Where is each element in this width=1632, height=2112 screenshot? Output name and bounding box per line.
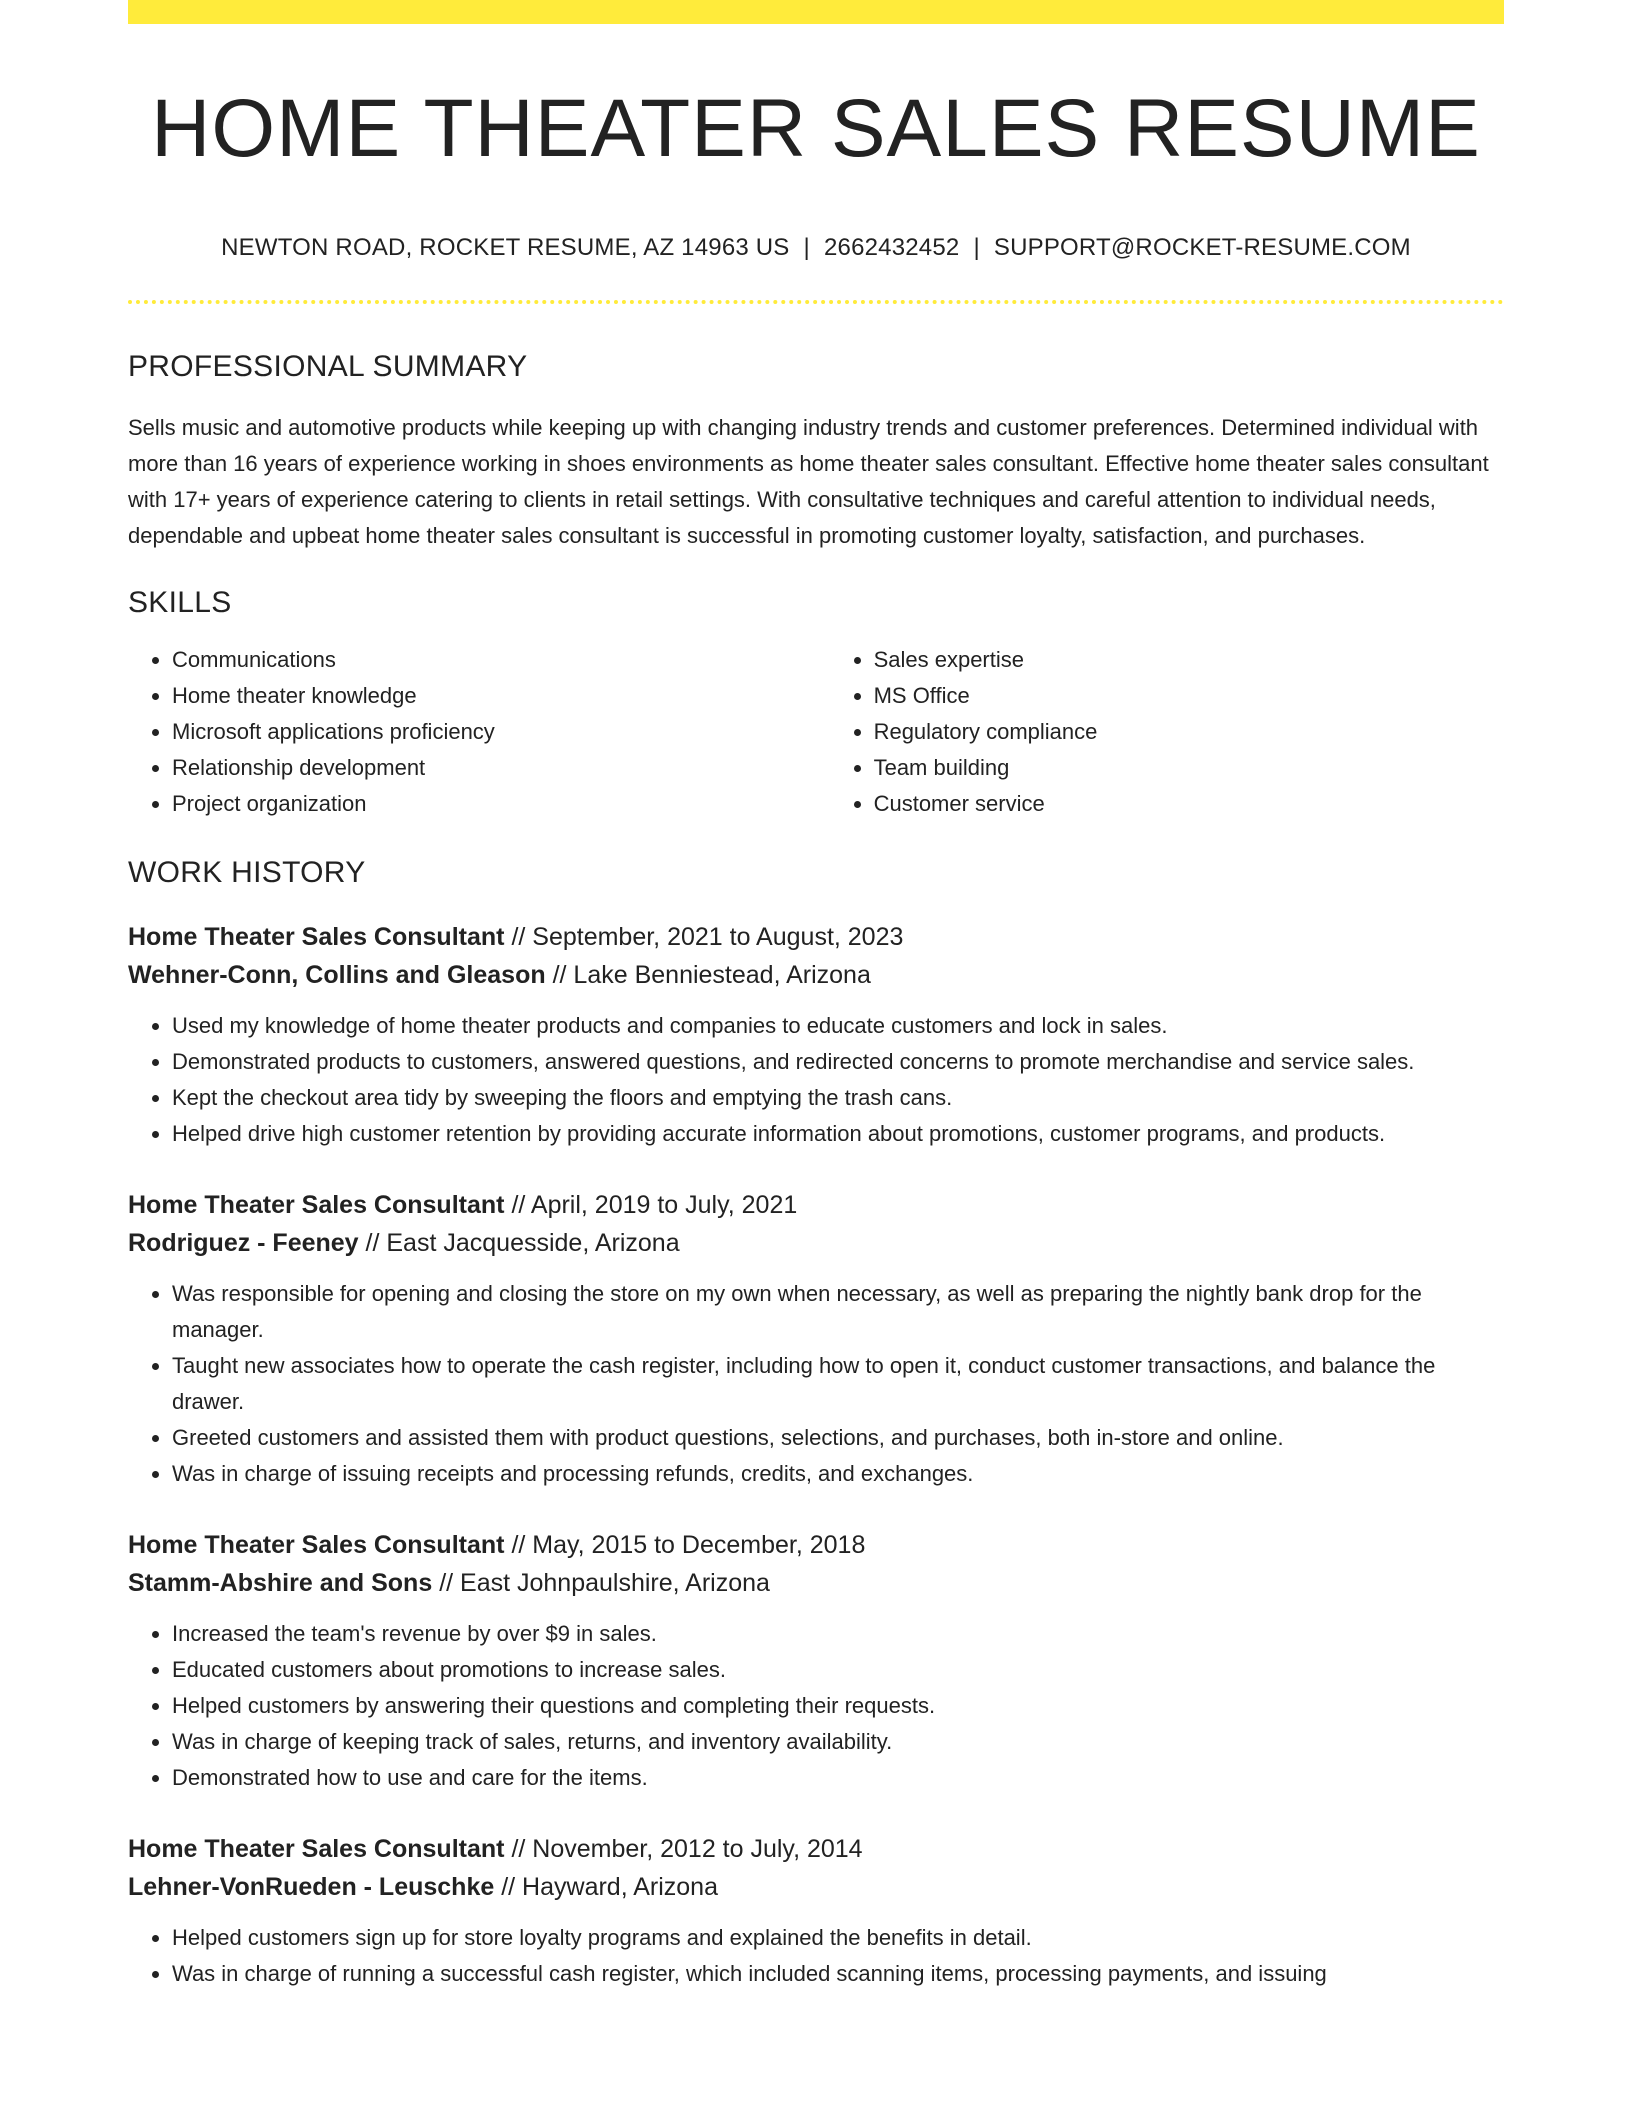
job-title: Home Theater Sales Consultant bbox=[128, 923, 505, 952]
accent-top-bar bbox=[128, 0, 1504, 24]
dotted-divider bbox=[128, 300, 1504, 304]
job-title-line bbox=[128, 1830, 1504, 1868]
skill-item: • Customer service bbox=[874, 786, 1504, 822]
job-company-line bbox=[128, 1868, 1504, 1906]
skill-item: • Project organization bbox=[172, 786, 830, 822]
summary-text: Sells music and automotive products while keeping up with changing industry trends and customer preferences. Determined individual with more than 16 years of experience working in shoes environments as home theater sales consultant. Effective home theater sales consultant with 17+ years of experience catering to clients in retail settings. With consultative techniques and careful attention to individual needs, dependable and upbeat home theater sales consultant is successful in promoting customer loyalty, satisfaction, and purchases. bbox=[128, 415, 1489, 549]
summary-heading: PROFESSIONAL SUMMARY bbox=[128, 350, 528, 384]
job-company: Lehner-VonRueden - Leuschke bbox=[128, 1873, 495, 1902]
skills-column-left bbox=[128, 642, 830, 822]
job-bullets bbox=[128, 1920, 1504, 1992]
job-bullet: • Greeted customers and assisted them with product questions, selections, and purchases, both in-store and online. bbox=[172, 1420, 1504, 1456]
contact-line bbox=[128, 234, 1504, 262]
job-title: Home Theater Sales Consultant bbox=[128, 1531, 505, 1560]
job-bullet: • Demonstrated products to customers, answered questions, and redirected concerns to promote merchandise and service sales. bbox=[172, 1044, 1504, 1080]
job-entry bbox=[128, 1526, 1504, 1796]
job-bullet: • Used my knowledge of home theater products and companies to educate customers and lock in sales. bbox=[172, 1008, 1504, 1044]
resume-title: HOME THEATER SALES RESUME bbox=[151, 83, 1481, 174]
job-bullets bbox=[128, 1616, 1504, 1796]
contact-address: NEWTON ROAD, ROCKET RESUME, AZ 14963 US bbox=[221, 234, 790, 262]
job-bullet: • Demonstrated how to use and care for the items. bbox=[172, 1760, 1504, 1796]
job-dates: // November, 2012 to July, 2014 bbox=[511, 1835, 863, 1864]
job-dates: // September, 2021 to August, 2023 bbox=[511, 923, 904, 952]
work-history-heading: WORK HISTORY bbox=[128, 856, 366, 890]
skills-heading: SKILLS bbox=[128, 586, 232, 620]
job-bullets bbox=[128, 1276, 1504, 1492]
job-entry bbox=[128, 1186, 1504, 1492]
job-bullet: • Helped customers sign up for store loyalty programs and explained the benefits in detail. bbox=[172, 1920, 1504, 1956]
job-location: // Lake Benniestead, Arizona bbox=[552, 961, 871, 990]
job-bullet: • Helped drive high customer retention by providing accurate information about promotions, customer programs, and products. bbox=[172, 1116, 1504, 1152]
skill-item: • Microsoft applications proficiency bbox=[172, 714, 830, 750]
job-title-line bbox=[128, 1186, 1504, 1224]
job-entry bbox=[128, 1830, 1504, 1992]
job-bullet: • Was in charge of issuing receipts and processing refunds, credits, and exchanges. bbox=[172, 1456, 1504, 1492]
skills-column-right bbox=[830, 642, 1504, 822]
resume-page bbox=[128, 0, 1504, 1992]
skill-item: • Sales expertise bbox=[874, 642, 1504, 678]
job-company: Rodriguez - Feeney bbox=[128, 1229, 359, 1258]
job-bullet: • Helped customers by answering their questions and completing their requests. bbox=[172, 1688, 1504, 1724]
skill-item: • MS Office bbox=[874, 678, 1504, 714]
skills-list bbox=[128, 642, 1504, 822]
job-dates: // May, 2015 to December, 2018 bbox=[511, 1531, 866, 1560]
job-bullet: • Educated customers about promotions to increase sales. bbox=[172, 1652, 1504, 1688]
job-company-line bbox=[128, 1224, 1504, 1262]
job-bullet: • Was in charge of keeping track of sales, returns, and inventory availability. bbox=[172, 1724, 1504, 1760]
job-bullet: • Was in charge of running a successful cash register, which included scanning items, processing payments, and issuing bbox=[172, 1956, 1504, 1992]
job-bullets bbox=[128, 1008, 1504, 1152]
job-dates: // April, 2019 to July, 2021 bbox=[511, 1191, 798, 1220]
skill-item: • Relationship development bbox=[172, 750, 830, 786]
contact-email: SUPPORT@ROCKET-RESUME.COM bbox=[993, 234, 1411, 262]
contact-separator: | bbox=[973, 234, 980, 262]
contact-phone: 2662432452 bbox=[823, 234, 960, 262]
skill-item: • Team building bbox=[874, 750, 1504, 786]
job-title: Home Theater Sales Consultant bbox=[128, 1835, 505, 1864]
job-company-line bbox=[128, 956, 1504, 994]
job-bullet: • Was responsible for opening and closing the store on my own when necessary, as well as preparing the nightly bank drop for the manager. bbox=[172, 1276, 1504, 1348]
skill-item: • Regulatory compliance bbox=[874, 714, 1504, 750]
job-location: // East Jacquesside, Arizona bbox=[365, 1229, 680, 1258]
skill-item: • Communications bbox=[172, 642, 830, 678]
job-bullet: • Kept the checkout area tidy by sweeping the floors and emptying the trash cans. bbox=[172, 1080, 1504, 1116]
contact-separator: | bbox=[803, 234, 810, 262]
job-company-line bbox=[128, 1564, 1504, 1602]
job-title: Home Theater Sales Consultant bbox=[128, 1191, 505, 1220]
job-title-line bbox=[128, 918, 1504, 956]
skill-item: • Home theater knowledge bbox=[172, 678, 830, 714]
job-company: Stamm-Abshire and Sons bbox=[128, 1569, 433, 1598]
job-bullet: • Increased the team's revenue by over $9 in sales. bbox=[172, 1616, 1504, 1652]
job-title-line bbox=[128, 1526, 1504, 1564]
job-location: // Hayward, Arizona bbox=[501, 1873, 718, 1902]
job-location: // East Johnpaulshire, Arizona bbox=[439, 1569, 770, 1598]
job-entry bbox=[128, 918, 1504, 1152]
job-bullet: • Taught new associates how to operate the cash register, including how to open it, conduct customer transactions, and balance the drawer. bbox=[172, 1348, 1504, 1420]
job-company: Wehner-Conn, Collins and Gleason bbox=[128, 961, 546, 990]
